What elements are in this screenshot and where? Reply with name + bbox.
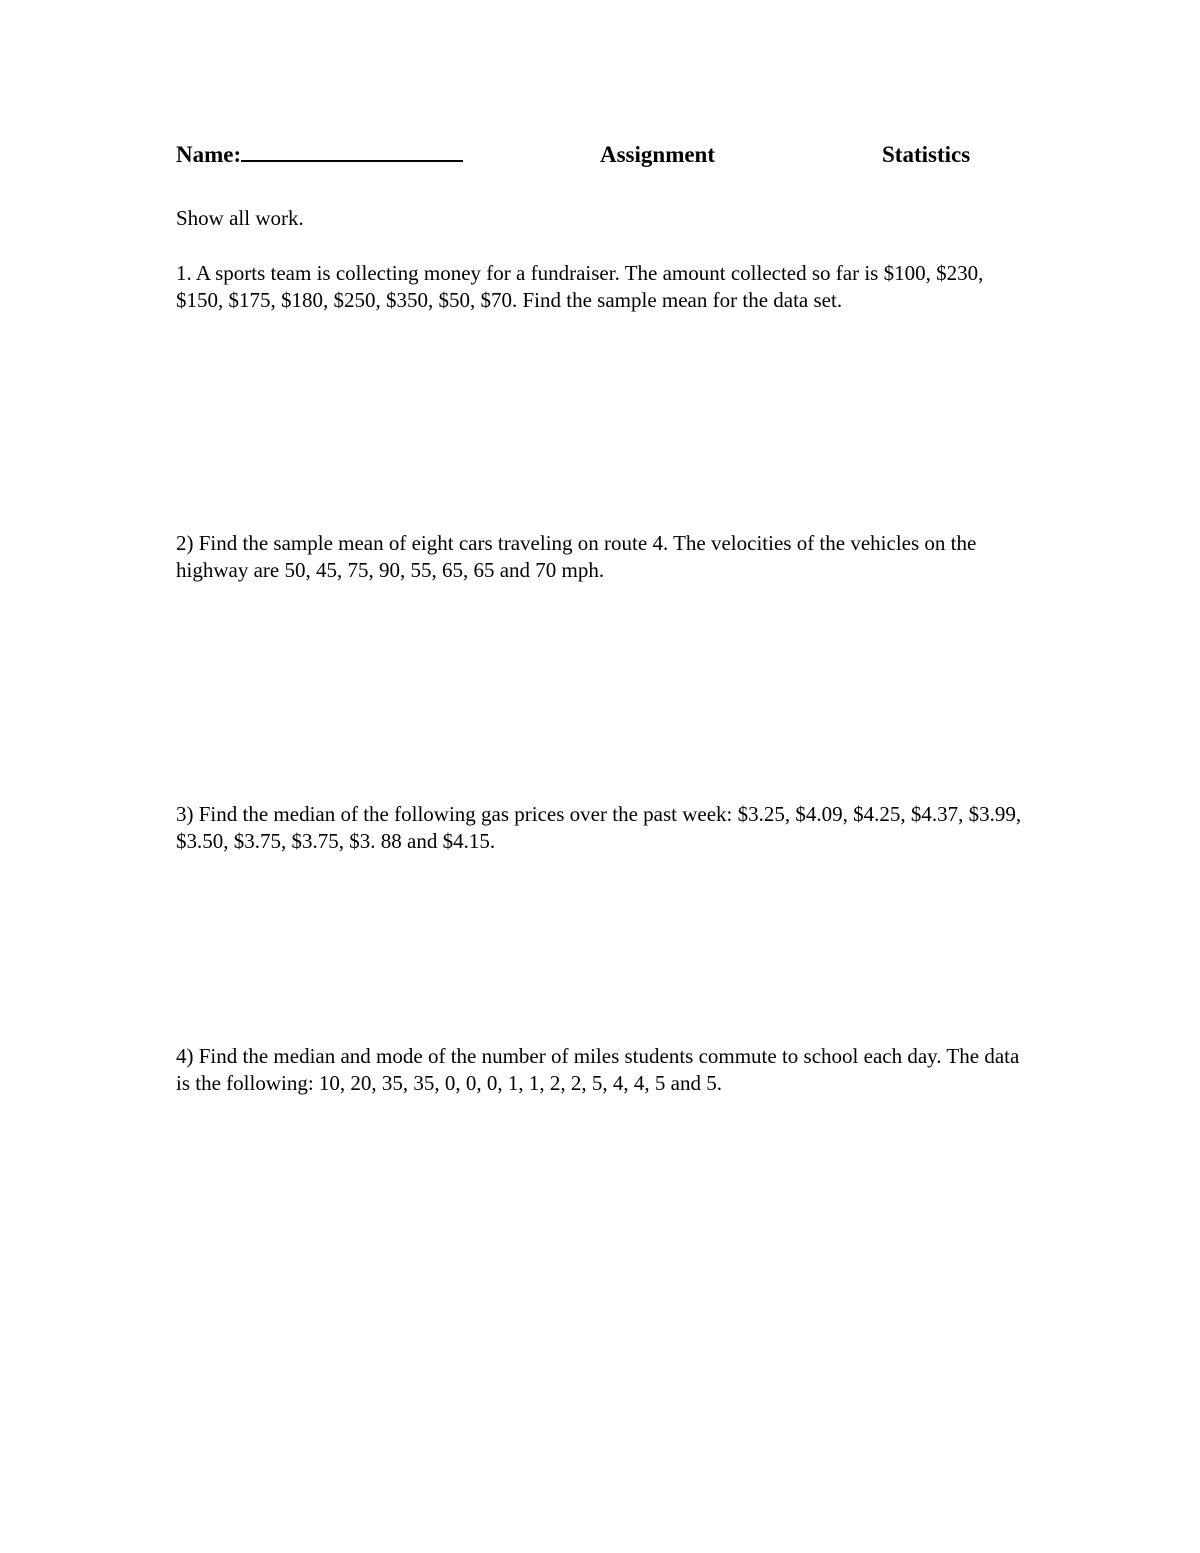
name-field (176, 142, 463, 168)
worksheet-header (176, 142, 996, 178)
question-4: 4) Find the median and mode of the number of miles students commute to school each day. The data is the following: 10, 20, 35, 35, 0, 0, 0, 1, 1, 2, 2, 5, 4, 4, 5 and 5. (176, 1044, 1020, 1095)
question-1: 1. A sports team is collecting money for a fundraiser. The amount collected so far is $100, $230, $150, $175, $180, $250, $350, $50, $70. Find the sample mean for the data set. (176, 261, 984, 312)
instructions-text: Show all work. (176, 206, 304, 230)
name-blank-line (241, 142, 463, 162)
name-label: Name: (176, 142, 242, 167)
question-3: 3) Find the median of the following gas prices over the past week: $3.25, $4.09, $4.25, $4.37, $3.99, $3.50, $3.75, $3.75, $3. 88 and $4.15. (176, 802, 1022, 853)
assignment-label: Assignment (600, 142, 716, 167)
subject-label: Statistics (882, 142, 971, 167)
question-2: 2) Find the sample mean of eight cars traveling on route 4. The velocities of the vehicles on the highway are 50, 45, 75, 90, 55, 65, 65 and 70 mph. (176, 531, 977, 582)
